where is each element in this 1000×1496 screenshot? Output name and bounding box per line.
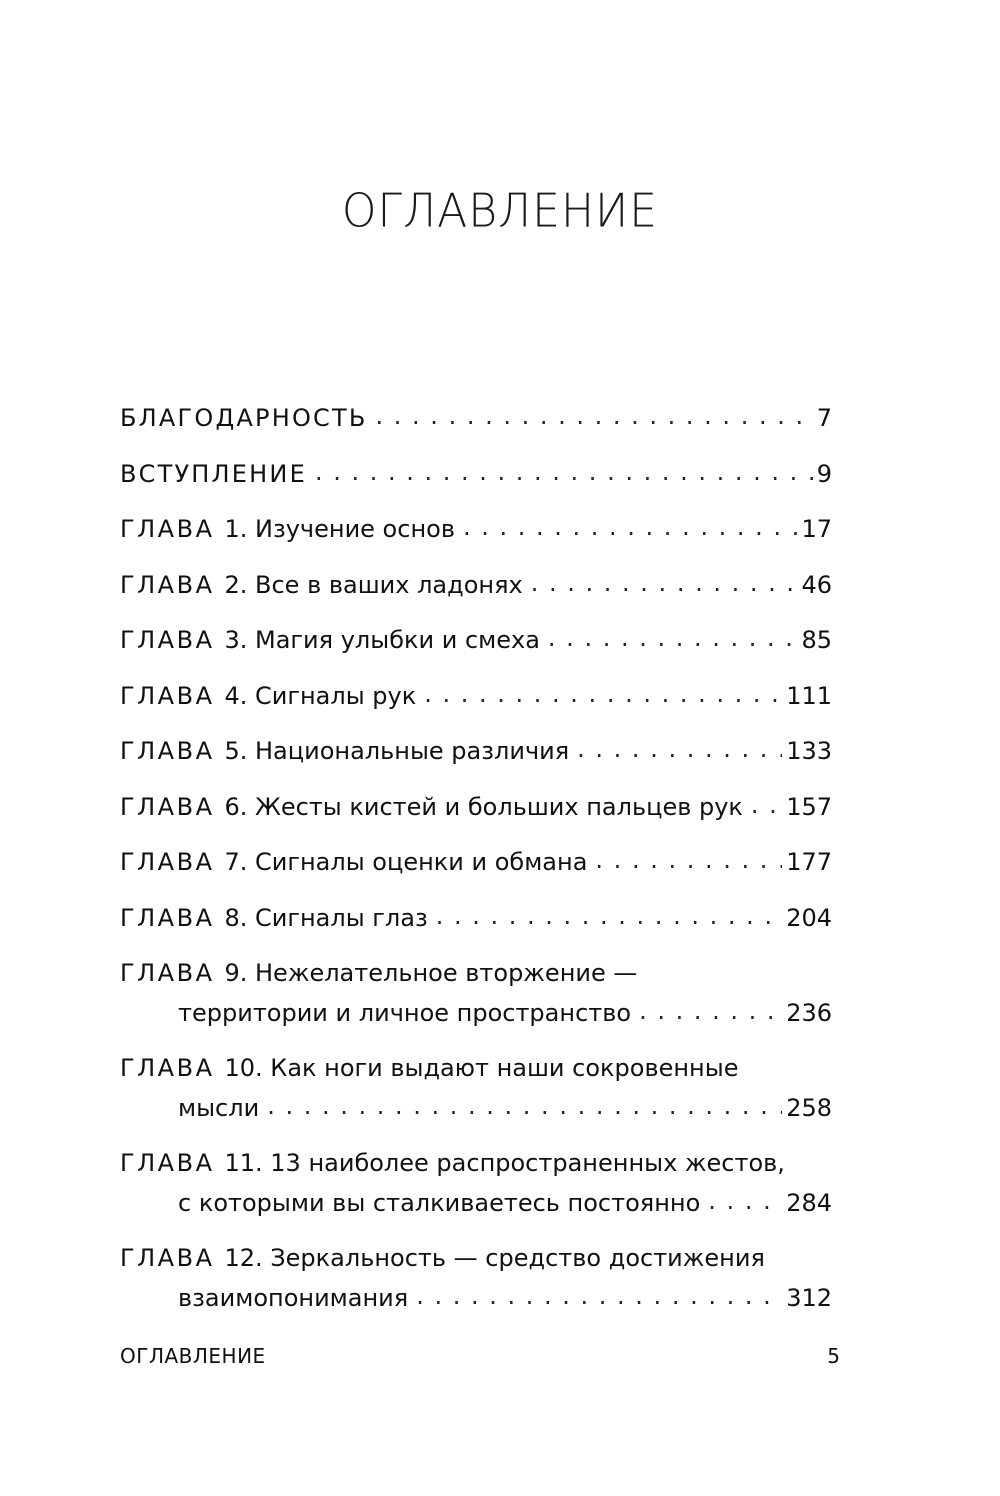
chapter-title-line-2: территории и личное пространство	[178, 999, 632, 1027]
toc-page-number: 85	[801, 626, 832, 654]
chapter-title: 5. Национальные различия	[224, 737, 570, 765]
toc-entry-acknowledgements[interactable]	[120, 398, 832, 454]
toc-entry-chapter-11[interactable]	[120, 1143, 832, 1238]
chapter-title-line-2: мысли	[178, 1094, 260, 1122]
chapter-title: 8. Сигналы глаз	[224, 903, 428, 932]
chapter-prefix: ГЛАВА	[120, 848, 215, 876]
chapter-title-line-1: 12. Зеркальность — средство достижения	[224, 1244, 765, 1272]
toc-entry-chapter-10[interactable]	[120, 1048, 832, 1143]
toc-page-number: 284	[786, 1189, 832, 1217]
footer-section-label: ОГЛАВЛЕНИЕ	[120, 1344, 266, 1368]
toc-page-number: 7	[816, 404, 832, 432]
chapter-prefix: ГЛАВА	[120, 515, 215, 543]
chapter-prefix: ГЛАВА	[120, 959, 215, 987]
dot-leader	[548, 618, 798, 658]
toc-entry-chapter-3[interactable]	[120, 620, 832, 676]
dot-leader	[751, 785, 782, 825]
dot-leader	[531, 563, 798, 603]
toc-page-number: 17	[801, 515, 832, 543]
chapter-prefix: ГЛАВА	[120, 792, 215, 821]
chapter-title-line-2: взаимопонимания	[178, 1284, 409, 1312]
chapter-title: 6. Жесты кистей и больших пальцев рук	[224, 792, 743, 821]
chapter-prefix: ГЛАВА	[120, 1054, 215, 1082]
chapter-title-line-1: 11. 13 наиболее распространенных жестов,	[224, 1149, 785, 1177]
toc-entry-chapter-12[interactable]	[120, 1238, 832, 1333]
chapter-title-line-1: 10. Как ноги выдают наши сокровенные	[224, 1054, 739, 1082]
chapter-prefix: ГЛАВА	[120, 737, 215, 765]
dot-leader	[436, 896, 782, 936]
toc-entry-chapter-5[interactable]	[120, 731, 832, 787]
footer-page-number: 5	[827, 1344, 840, 1368]
dot-leader	[639, 991, 782, 1031]
chapter-title: 7. Сигналы оценки и обмана	[224, 848, 588, 876]
toc-page-number: 204	[786, 903, 832, 932]
toc-page-number: 258	[786, 1094, 832, 1122]
toc-page-number: 46	[801, 570, 832, 599]
toc-page-number: 177	[786, 848, 832, 876]
page-footer	[120, 1344, 840, 1368]
chapter-title: 2. Все в ваших ладонях	[224, 570, 523, 599]
chapter-title-line-2: с которыми вы сталкиваетесь постоянно	[178, 1189, 701, 1217]
dot-leader	[416, 1276, 782, 1316]
chapter-prefix: ГЛАВА	[120, 570, 215, 599]
toc-entry-chapter-8[interactable]	[120, 898, 832, 954]
toc-entry-chapter-1[interactable]	[120, 509, 832, 565]
toc-page-number: 312	[786, 1284, 832, 1312]
chapter-title: 1. Изучение основ	[224, 515, 455, 543]
toc-entry-chapter-6[interactable]	[120, 787, 832, 843]
dot-leader	[315, 452, 813, 492]
toc-entry-chapter-4[interactable]	[120, 676, 832, 732]
toc-page-number: 157	[786, 792, 832, 821]
chapter-prefix: ГЛАВА	[120, 903, 215, 932]
chapter-prefix: ГЛАВА	[120, 1149, 215, 1177]
chapter-prefix: ГЛАВА	[120, 681, 215, 710]
toc-entry-chapter-2[interactable]	[120, 565, 832, 621]
table-of-contents	[120, 398, 832, 1333]
dot-leader	[376, 396, 813, 436]
dot-leader	[708, 1181, 782, 1221]
page-title: ОГЛАВЛЕНИЕ	[341, 184, 659, 239]
chapter-title-line-1: 9. Нежелательное вторжение —	[224, 959, 638, 987]
toc-entry-chapter-9[interactable]	[120, 953, 832, 1048]
toc-entry-label: БЛАГОДАРНОСТЬ	[120, 404, 368, 432]
toc-entry-chapter-7[interactable]	[120, 842, 832, 898]
chapter-title: 3. Магия улыбки и смеха	[224, 626, 540, 654]
chapter-prefix: ГЛАВА	[120, 1244, 215, 1272]
dot-leader	[267, 1086, 782, 1126]
chapter-prefix: ГЛАВА	[120, 626, 215, 654]
chapter-title: 4. Сигналы рук	[224, 681, 417, 710]
dot-leader	[577, 729, 782, 769]
toc-page-number: 111	[786, 681, 832, 710]
dot-leader	[595, 840, 782, 880]
toc-page-number: 9	[816, 459, 832, 488]
toc-entry-introduction[interactable]	[120, 454, 832, 510]
toc-entry-label: ВСТУПЛЕНИЕ	[120, 459, 307, 488]
dot-leader	[463, 507, 797, 547]
toc-page-number: 236	[786, 999, 832, 1027]
toc-page-number: 133	[786, 737, 832, 765]
dot-leader	[424, 674, 782, 714]
